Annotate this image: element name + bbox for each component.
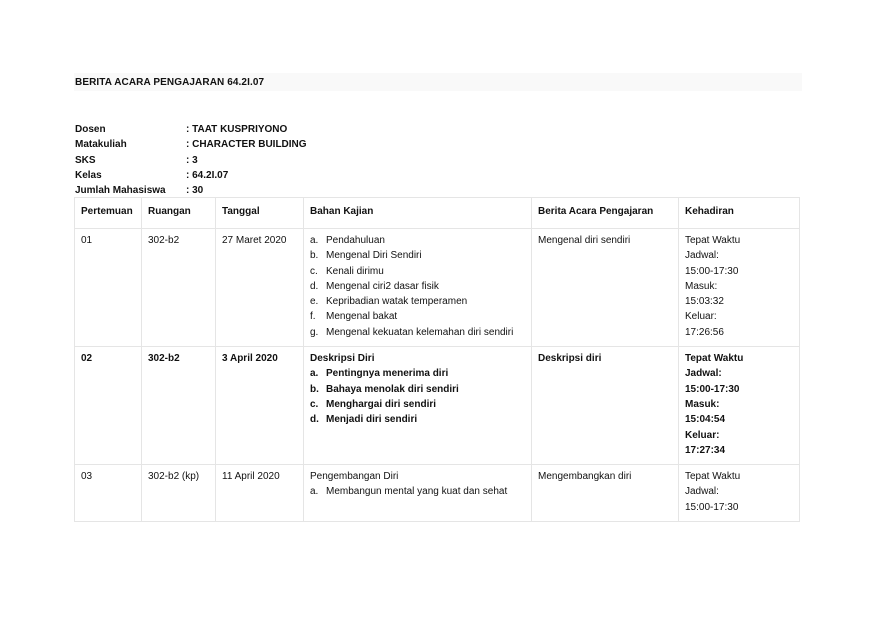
attendance-line: Keluar: bbox=[685, 311, 717, 323]
attendance-line: Masuk: bbox=[685, 280, 718, 292]
attendance-line: Masuk: bbox=[685, 398, 720, 410]
info-label: Dosen bbox=[75, 124, 106, 135]
attendance-line: Tepat Waktu bbox=[685, 353, 744, 365]
cell-bahan-kajian bbox=[304, 229, 532, 347]
list-item bbox=[310, 484, 525, 499]
topic-list bbox=[310, 366, 525, 427]
table-row bbox=[75, 229, 800, 347]
list-text: Mengenal Diri Sendiri bbox=[326, 250, 422, 262]
cell-tanggal: 27 Maret 2020 bbox=[216, 229, 304, 347]
list-marker: a. bbox=[310, 235, 319, 246]
column-header: Ruangan bbox=[142, 198, 216, 229]
attendance-line: Tepat Waktu bbox=[685, 235, 741, 246]
cell-kehadiran bbox=[679, 347, 800, 465]
list-marker: c. bbox=[310, 398, 319, 410]
list-text: Menghargai diri sendiri bbox=[326, 398, 437, 410]
list-marker: b. bbox=[310, 250, 319, 262]
list-marker: d. bbox=[310, 414, 319, 426]
list-marker: f. bbox=[310, 311, 316, 323]
attendance-line: 15:04:54 bbox=[685, 414, 726, 426]
column-header: Bahan Kajian bbox=[304, 198, 532, 229]
info-value: : 3 bbox=[186, 154, 198, 166]
list-item bbox=[310, 264, 525, 279]
document-title: BERITA ACARA PENGAJARAN 64.2I.07 bbox=[75, 77, 265, 88]
list-text: Bahaya menolak diri sendiri bbox=[326, 383, 459, 395]
info-value: : 64.2I.07 bbox=[186, 169, 229, 181]
topic-list bbox=[310, 484, 525, 499]
attendance-line: Jadwal: bbox=[685, 486, 719, 498]
cell-ruangan: 302-b2 bbox=[142, 229, 216, 347]
cell-kehadiran bbox=[679, 465, 800, 522]
table-row bbox=[75, 347, 800, 465]
list-marker: b. bbox=[310, 383, 319, 395]
table-header-row bbox=[75, 198, 800, 229]
info-label: SKS bbox=[75, 154, 96, 166]
list-text: Pendahuluan bbox=[326, 235, 385, 246]
list-marker: d. bbox=[310, 280, 319, 292]
cell-bahan-kajian bbox=[304, 347, 532, 465]
list-text: Pentingnya menerima diri bbox=[326, 368, 449, 380]
list-marker: c. bbox=[310, 265, 318, 277]
info-label: Kelas bbox=[75, 169, 102, 181]
cell-berita-acara: Mengenal diri sendiri bbox=[532, 229, 679, 347]
list-text: Membangun mental yang kuat dan sehat bbox=[326, 486, 508, 498]
cell-ruangan: 302-b2 bbox=[142, 347, 216, 465]
cell-tanggal: 3 April 2020 bbox=[216, 347, 304, 465]
attendance-line: 15:00-17:30 bbox=[685, 501, 739, 513]
list-marker: a. bbox=[310, 486, 319, 498]
attendance-line: Jadwal: bbox=[685, 368, 722, 380]
cell-pertemuan: 03 bbox=[75, 465, 142, 522]
topic-heading: Deskripsi Diri bbox=[310, 353, 375, 365]
cell-pertemuan: 02 bbox=[75, 347, 142, 465]
column-header: Pertemuan bbox=[75, 198, 142, 229]
list-item bbox=[310, 325, 525, 340]
info-label: Jumlah Mahasiswa bbox=[75, 185, 166, 197]
cell-bahan-kajian bbox=[304, 465, 532, 522]
table-row bbox=[75, 465, 800, 522]
attendance-line: 17:26:56 bbox=[685, 326, 724, 338]
column-header: Kehadiran bbox=[679, 198, 800, 229]
info-label: Matakuliah bbox=[75, 139, 127, 151]
list-text: Kenali dirimu bbox=[326, 265, 384, 277]
column-header: Tanggal bbox=[216, 198, 304, 229]
teaching-report-table bbox=[74, 197, 800, 522]
list-text: Mengenal kekuatan kelemahan diri sendiri bbox=[326, 326, 514, 338]
cell-berita-acara: Mengembangkan diri bbox=[532, 465, 679, 522]
info-value: : CHARACTER BUILDING bbox=[186, 139, 307, 151]
list-text: Mengenal bakat bbox=[326, 311, 398, 323]
list-marker: g. bbox=[310, 326, 319, 338]
cell-kehadiran bbox=[679, 229, 800, 347]
topic-heading: Pengembangan Diri bbox=[310, 471, 399, 483]
list-marker: e. bbox=[310, 296, 319, 308]
info-value: : 30 bbox=[186, 185, 204, 197]
info-value: : TAAT KUSPRIYONO bbox=[186, 124, 288, 135]
cell-tanggal: 11 April 2020 bbox=[216, 465, 304, 522]
attendance-line: 15:00-17:30 bbox=[685, 383, 740, 395]
cell-ruangan: 302-b2 (kp) bbox=[142, 465, 216, 522]
topic-list bbox=[310, 233, 525, 340]
list-item bbox=[310, 397, 525, 412]
attendance-line: 15:03:32 bbox=[685, 296, 724, 308]
attendance-line: 15:00-17:30 bbox=[685, 265, 739, 277]
attendance-line: Keluar: bbox=[685, 429, 720, 441]
attendance-line: Tepat Waktu bbox=[685, 471, 741, 483]
list-text: Kepribadian watak temperamen bbox=[326, 296, 468, 308]
attendance-line: Jadwal: bbox=[685, 250, 719, 262]
list-item bbox=[310, 309, 525, 324]
cell-berita-acara: Deskripsi diri bbox=[532, 347, 679, 465]
list-item bbox=[310, 233, 525, 248]
list-item bbox=[310, 366, 525, 381]
list-item bbox=[310, 294, 525, 309]
column-header: Berita Acara Pengajaran bbox=[532, 198, 679, 229]
list-item bbox=[310, 382, 525, 397]
list-item bbox=[310, 248, 525, 263]
attendance-line: 17:27:34 bbox=[685, 444, 726, 456]
cell-pertemuan: 01 bbox=[75, 229, 142, 347]
list-item bbox=[310, 279, 525, 294]
list-marker: a. bbox=[310, 368, 319, 380]
list-item bbox=[310, 412, 525, 427]
list-text: Mengenal ciri2 dasar fisik bbox=[326, 280, 439, 292]
list-text: Menjadi diri sendiri bbox=[326, 414, 418, 426]
